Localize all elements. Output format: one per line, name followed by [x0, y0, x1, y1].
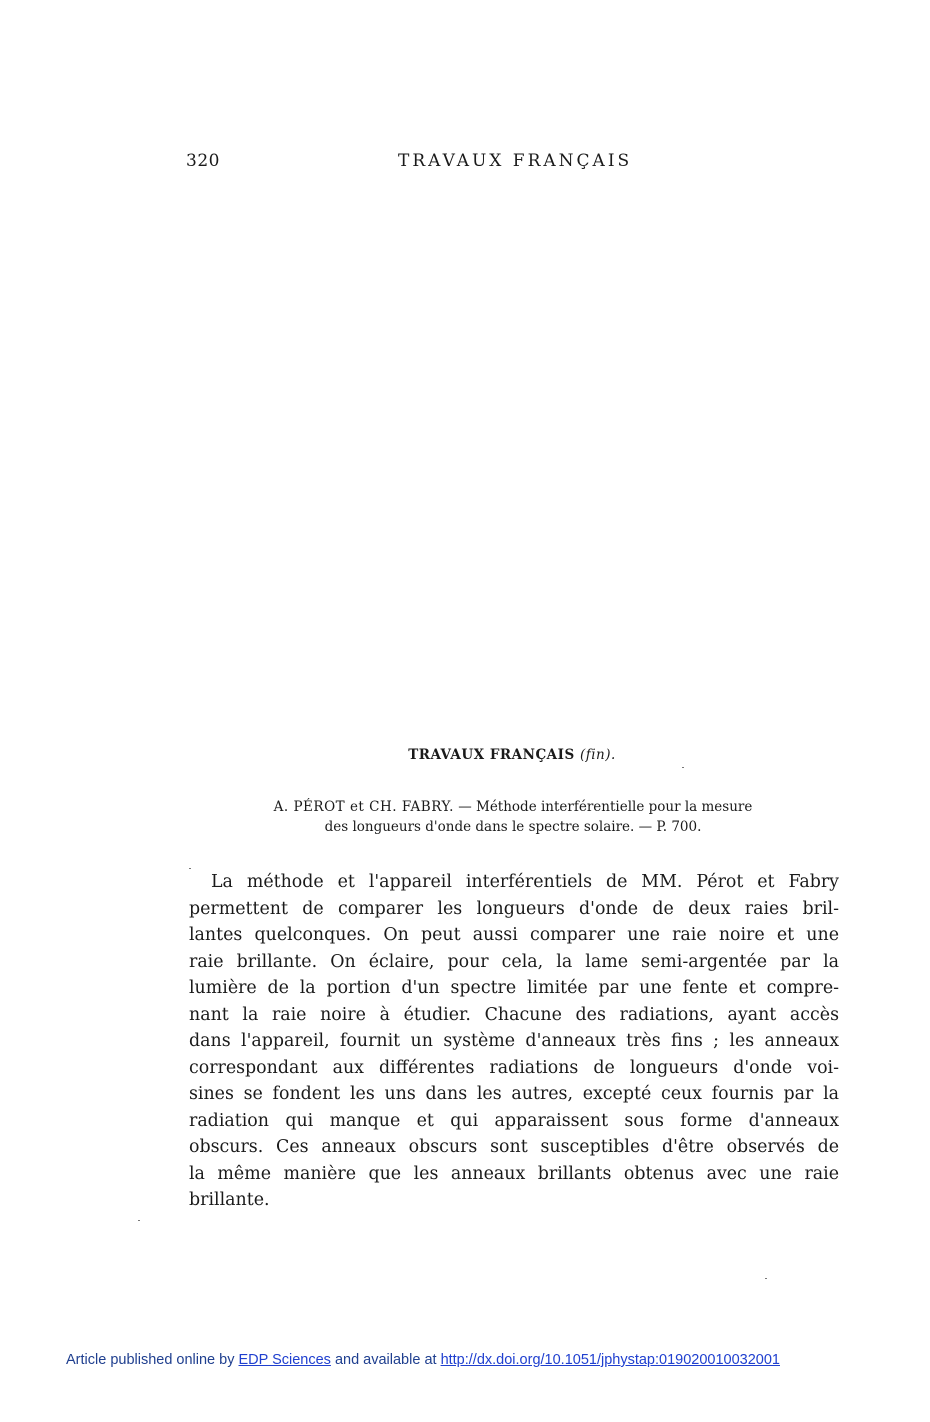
body-paragraph	[189, 869, 839, 1214]
body-line: la même manière que les anneaux brillants obtenus avec une raie	[189, 1163, 839, 1184]
body-line: radiation qui manque et qui apparaissent sous forme d'anneaux	[189, 1110, 839, 1131]
publisher-link[interactable]: EDP Sciences	[238, 1352, 331, 1368]
scan-speck	[138, 1220, 140, 1221]
body-line: La méthode et l'appareil interférentiels de MM. Pérot et Fabry	[211, 872, 839, 892]
body-line: sines se fondent les uns dans les autres, excepté ceux fournis par la	[189, 1084, 839, 1104]
body-line: lantes quelconques. On peut aussi comparer une raie noire et une	[189, 925, 839, 945]
article-heading	[228, 797, 798, 837]
doi-link[interactable]: http://dx.doi.org/10.1051/jphystap:019020010032001	[440, 1352, 780, 1368]
scan-speck	[682, 767, 684, 768]
body-line: dans l'appareil, fournit un système d'anneaux très fins ; les anneaux	[189, 1031, 839, 1051]
section-title-text: TRAVAUX FRANÇAIS	[408, 747, 575, 763]
body-line: permettent de comparer les longueurs d'onde de deux raies bril-	[189, 898, 839, 919]
body-line: nant la raie noire à étudier. Chacune des radiations, ayant accès	[189, 1004, 839, 1025]
body-line: raie brillante. On éclaire, pour cela, la lame semi-argentée par la	[189, 951, 839, 972]
scan-speck	[189, 868, 191, 869]
footer-middle: and available at	[334, 1352, 437, 1368]
article-heading-line1	[228, 797, 798, 817]
page-number: 320	[186, 151, 220, 171]
footer	[66, 1352, 780, 1368]
scan-speck	[765, 1278, 767, 1279]
article-title-part2: des longueurs d'onde dans le spectre solaire. — P. 700.	[324, 819, 702, 835]
article-title-part1: — Méthode interférentielle pour la mesure	[458, 799, 753, 815]
running-head: TRAVAUX FRANÇAIS	[398, 151, 633, 171]
footer-prefix: Article published online by	[66, 1352, 235, 1368]
section-title	[0, 747, 930, 763]
body-line: obscurs. Ces anneaux obscurs sont susceptibles d'être observés de	[189, 1137, 839, 1157]
section-title-suffix: (fin).	[579, 747, 616, 763]
article-authors: A. PÉROT et CH. FABRY.	[273, 799, 454, 815]
body-line: correspondant aux différentes radiations de longueurs d'onde voi-	[189, 1057, 839, 1078]
body-line: lumière de la portion d'un spectre limitée par une fente et compre-	[189, 978, 839, 998]
body-line: brillante.	[189, 1190, 270, 1210]
